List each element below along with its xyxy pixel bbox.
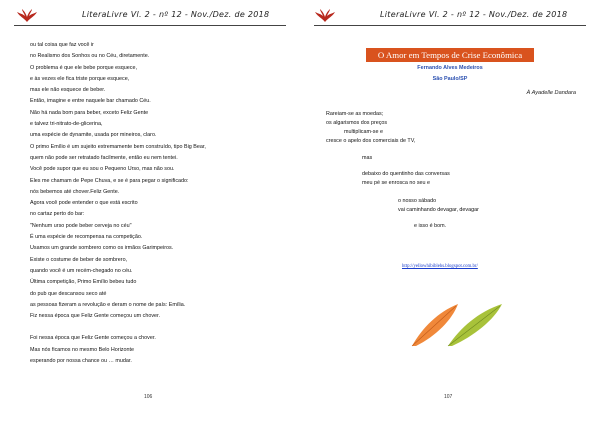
page-number: 107 [444,394,453,400]
body-line: Mas nós ficamos no mesmo Belo Horizonte [30,346,134,353]
poem-line: vai caminhando devagar, devagar [398,207,479,213]
poem-line: debaixo do quentinho das conversas [362,171,450,177]
body-line: quem não pode ser retratado facilmente, então eu nem tentei. [30,154,178,161]
poem-line: meu pé se enrosca no seu e [362,180,431,186]
poem-line: o nosso sábado [398,198,437,204]
logo-bird-icon [314,8,336,24]
body-line: no Realismo dos Sonhos ou no Céu, diretamente. [30,53,150,60]
poem-line: os algarismos dos preços [326,120,388,126]
body-line: Existe o costume de beber de sombrero, [30,256,128,263]
body-line: Agora você pode entender o que está escrito [30,200,138,207]
page-header: LiteraLivre Vl. 2 - nº 12 - Nov./Dez. de 2018 [380,10,568,19]
body-line: uma espécie de dynamite, usada por mineiros, claro. [30,132,157,139]
body-line: e talvez tri-nitrato-de-glicerina, [30,121,103,128]
dedication: À Ayadelle Dandara [526,90,576,96]
body-line: nós bebemos até chover.Feliz Gente. [30,188,120,195]
body-line: Você pode supor que eu sou o Pequeno Urso, mas não sou. [30,166,175,173]
poem-title: O Amor em Tempos de Crise Econômica [366,48,534,62]
blog-link[interactable]: http://yellowhibiblehs.blogspot.com.br/ [402,264,478,269]
body-line: mas ele não esquece de beber. [30,87,106,94]
body-line: Não há nada bom para beber, exceto Feliz Gente [30,109,149,116]
body-line: quando você é um recém-chegado no céu. [30,267,133,274]
body-text [30,40,290,367]
page-header: LiteraLivre Vl. 2 - nº 12 - Nov./Dez. de 2018 [82,10,270,19]
body-line: "Nenhum urso pode beber cerveja no céu" [30,222,132,229]
body-line: Última competição, Primo Emílio bebeu tudo [30,279,137,286]
body-line: ou tal coisa que faz você ir [30,42,94,48]
author-place: São Paulo/SP [432,76,468,82]
body-line: no cartaz perto do bar: [30,211,85,218]
poem-line: e isso é bom. [414,223,447,229]
poem-line: Rareiam-se as moedas; [326,111,384,117]
page-number: 106 [144,394,153,400]
body-line: O primo Emílio é um sujeito extremamente bem construído, tipo Big Bear, [30,143,206,150]
body-line: e às vezes ele fica triste porque esquece, [30,75,130,82]
body-line: É uma espécie de recompensa na competição. [30,234,143,241]
poem-line: mas [362,155,373,161]
body-line: O problema é que ele bebe porque esquece, [30,64,137,71]
body-line: as pessoas fizeram a revolução e deram o nome de país: Emília. [30,301,186,308]
poem-line: multiplicam-se e [344,129,383,135]
body-line: Fiz nessa época que Feliz Gente começou um chover. [30,313,161,320]
logo-bird-icon [16,8,38,24]
feather-icon [408,300,508,350]
body-line: esperando por nossa chance ou … mudar. [30,358,132,365]
poem-line: cresce o apelo dos comerciais de TV, [326,138,416,144]
header-divider [314,25,586,26]
body-line [30,322,290,333]
body-line: do pub que descansou seco até [30,290,107,297]
body-line: Eles me chamam de Pepe Chuva, e se é para pegar o significado: [30,177,189,184]
author-name: Fernando Alves Medeiros [417,65,483,71]
right-page [300,0,600,424]
body-line: Foi nessa época que Feliz Gente começou a chover. [30,335,156,342]
body-line: Então, imagine e entre naquele bar chamado Céu. [30,98,151,105]
body-line: Usamos um grande sombrero como os irmãos Garimpeiros. [30,245,174,252]
header-divider [14,25,286,26]
